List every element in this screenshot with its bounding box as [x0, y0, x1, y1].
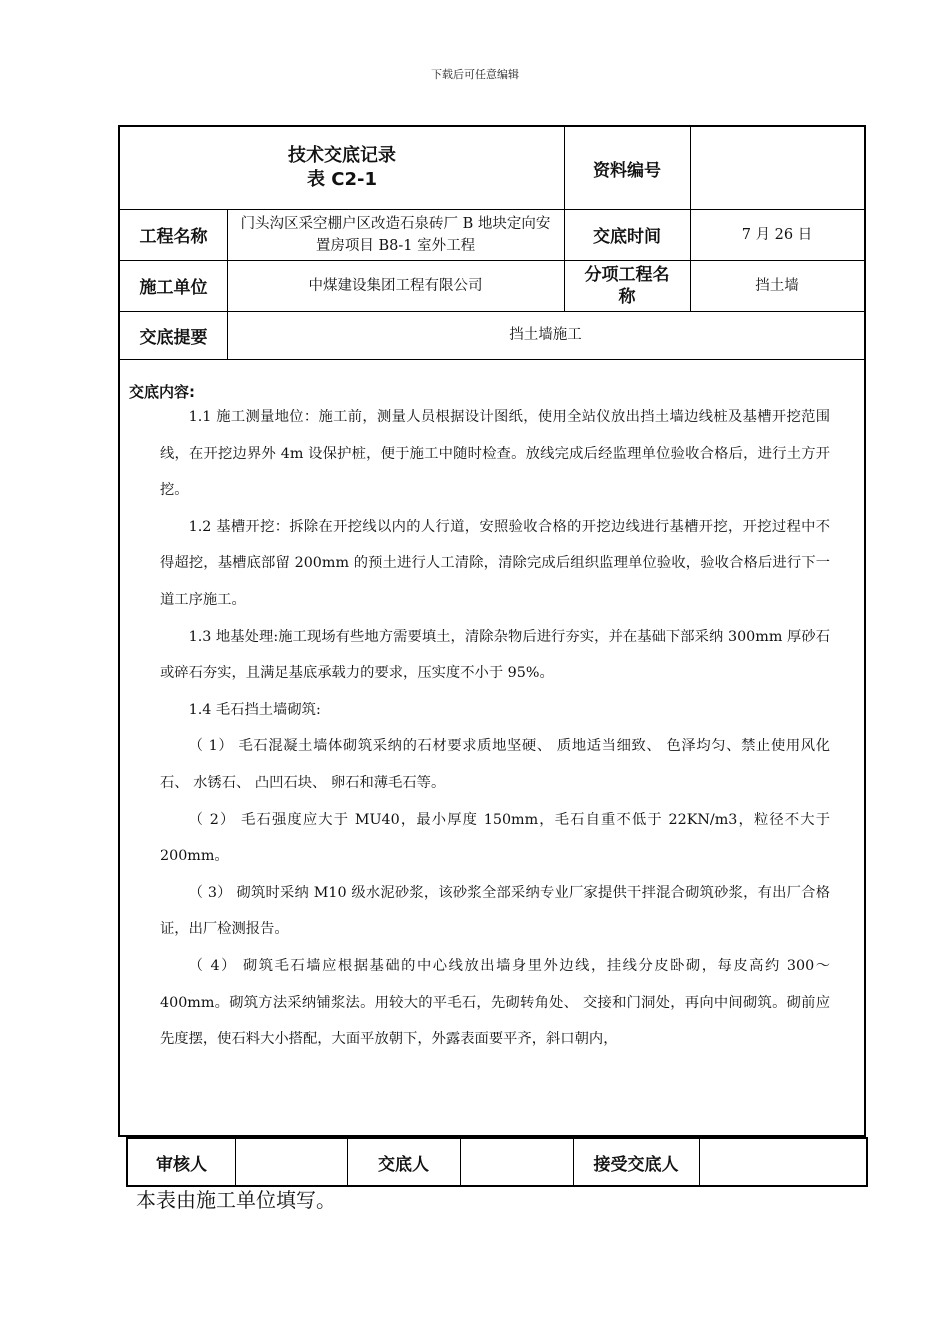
disclosure-time-value: 7 月 26 日 — [741, 226, 813, 243]
content-paragraph: 1.4 毛石挡土墙砌筑: — [188, 701, 321, 718]
doc-no-label: 资料编号 — [593, 160, 661, 181]
summary-value: 挡土墙施工 — [509, 327, 582, 343]
reviewer-label: 审核人 — [156, 1154, 207, 1175]
disclosure-record-form — [118, 125, 866, 1137]
content-body — [160, 399, 830, 1058]
content-paragraph: 1.1 施工测量地位：施工前，测量人员根据设计图纸，使用全站仪放出挡土墙边线桩及基槽开挖范围线，在开挖边界外 4m 设保护桩，便于施工中随时检查。放线完成后经监理单位验收合格后，进行土方开挖。 — [160, 409, 830, 499]
project-name-value: 门头沟区采空棚户区改造石泉砖厂 B 地块定向安置房项目 B8-1 室外工程 — [240, 215, 551, 254]
sub-project-label: 分项工程名称 — [584, 264, 670, 307]
content-heading: 交底内容: — [129, 383, 195, 401]
disclosure-time-label: 交底时间 — [593, 227, 661, 247]
discloser-value — [460, 1139, 573, 1185]
discloser-label: 交底人 — [378, 1154, 429, 1175]
construction-unit-value: 中煤建设集团工程有限公司 — [308, 277, 483, 294]
summary-label: 交底提要 — [139, 327, 208, 348]
content-paragraph: （ 3） 砌筑时采纳 M10 级水泥砂浆，该砂浆全部采纳专业厂家提供干拌混合砌筑砂浆，有出厂合格证，出厂检测报告。 — [160, 884, 830, 938]
form-title-line1: 技术交底记录 — [288, 145, 396, 166]
construction-unit-label: 施工单位 — [139, 278, 208, 298]
reviewer-value — [235, 1139, 347, 1185]
doc-no-value — [690, 127, 864, 209]
page-header: 下载后可任意编辑 — [431, 68, 519, 81]
content-paragraph: （ 2） 毛石强度应大于 MU40，最小厚度 150mm，毛石自重不低于 22KN/m3，粒径不大于 200mm。 — [160, 811, 830, 865]
form-title-line2: 表 C2-1 — [307, 169, 377, 190]
content-paragraph: 1.2 基槽开挖：拆除在开挖线以内的人行道，安照验收合格的开挖边线进行基槽开挖，开挖过程中不得超挖，基槽底部留 200mm 的预土进行人工清除，清除完成后组织监理单位验收，验收合格后进行下一道工序施工。 — [160, 518, 830, 608]
project-name-label: 工程名称 — [139, 227, 208, 247]
signature-row — [126, 1137, 868, 1187]
content-paragraph: （ 4） 砌筑毛石墙应根据基础的中心线放出墙身里外边线，挂线分皮卧砌，每皮高约 300～400mm。砌筑方法采纳铺浆法。用较大的平毛石，先砌转角处、 交接和门洞处，再向中间砌筑。砌前应先度摆，使石料大小搭配，大面平放朝下，外露表面要平齐，斜口朝内， — [160, 957, 830, 1048]
content-paragraph: 1.3 地基处理:施工现场有些地方需要填土，清除杂物后进行夯实，并在基础下部采纳 300mm 厚砂石或碎石夯实，且满足基底承载力的要求，压实度不小于 95%。 — [160, 628, 830, 682]
receiver-value — [699, 1139, 866, 1185]
row-divider — [120, 359, 864, 360]
content-paragraph: （ 1） 毛石混凝土墙体砌筑采纳的石材要求质地坚硬、 质地适当细致、 色泽均匀、禁止使用风化石、 水锈石、 凸凹石块、 卵石和薄毛石等。 — [160, 738, 830, 791]
sub-project-value: 挡土墙 — [755, 277, 799, 294]
form-title — [120, 127, 564, 209]
receiver-label: 接受交底人 — [593, 1154, 679, 1175]
footnote: 本表由施工单位填写。 — [136, 1188, 336, 1212]
